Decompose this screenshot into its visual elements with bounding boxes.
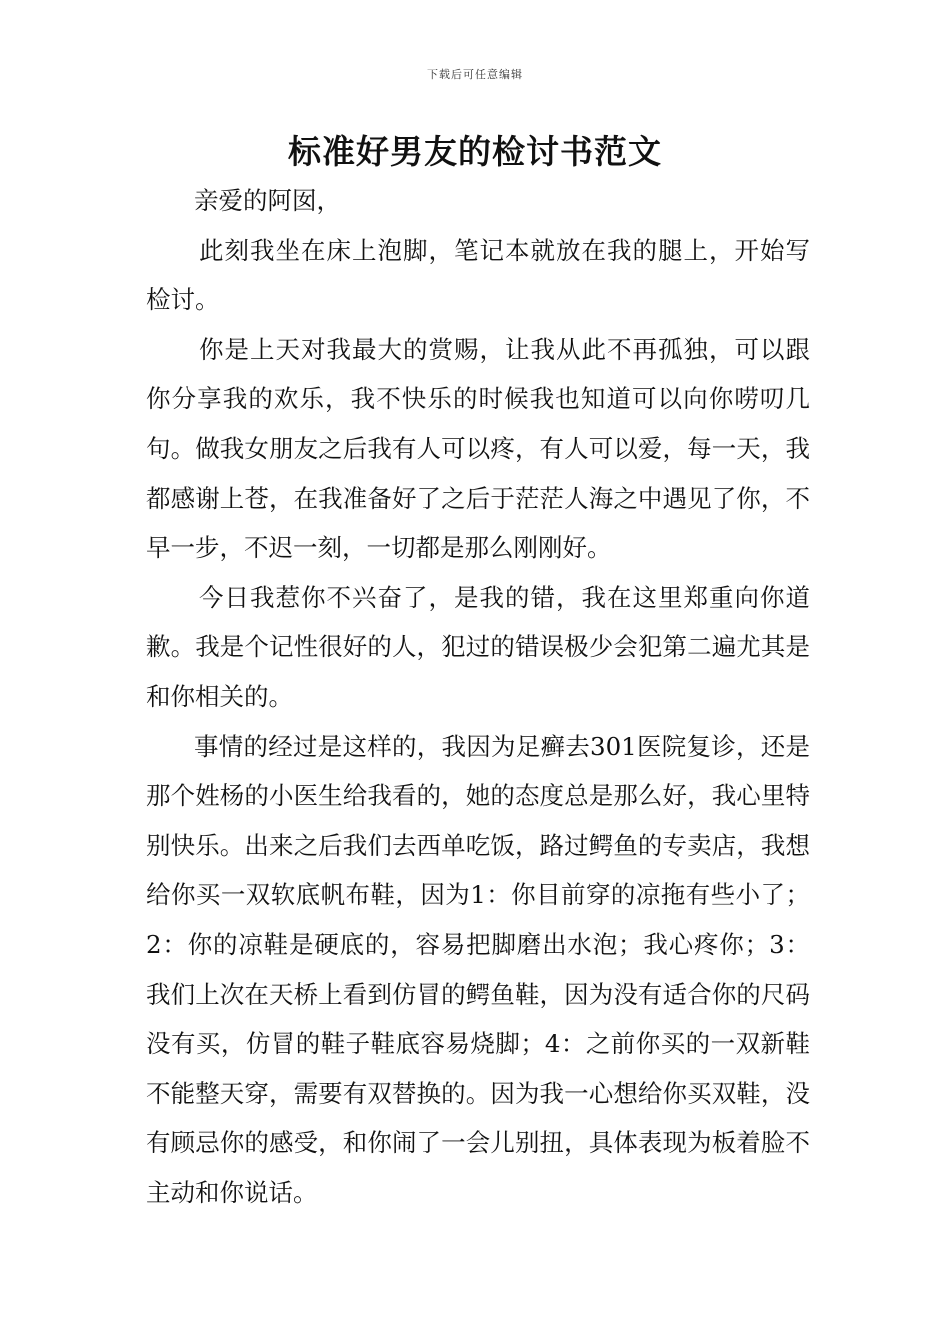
paragraph-3: 今日我惹你不兴奋了，是我的错，我在这里郑重向你道歉。我是个记性很好的人，犯过的错误极少会犯第二遍尤其是和你相关的。: [146, 582, 810, 711]
header-note: 下载后可任意编辑: [427, 68, 523, 81]
document-body: [146, 176, 810, 1217]
paragraph-2: 你是上天对我最大的赏赐，让我从此不再孤独，可以跟你分享我的欢乐，我不快乐的时候我也知道可以向你唠叨几句。做我女朋友之后我有人可以疼，有人可以爱，每一天，我都感谢上苍，在我准备好了之后于茫茫人海之中遇见了你，不早一步，不迟一刻，一切都是那么刚刚好。: [146, 334, 810, 563]
document-title: 标准好男友的检讨书范文: [288, 132, 662, 171]
paragraph-1: 此刻我坐在床上泡脚，笔记本就放在我的腿上，开始写检讨。: [146, 235, 810, 315]
paragraph-4: 事情的经过是这样的，我因为足癣去301医院复诊，还是那个姓杨的小医生给我看的，她的态度总是那么好，我心里特别快乐。出来之后我们去西单吃饭，路过鳄鱼的专卖店，我想给你买一双软底帆布鞋，因为1：你目前穿的凉拖有些小了；2：你的凉鞋是硬底的，容易把脚磨出水泡；我心疼你；3：我们上次在天桥上看到仿冒的鳄鱼鞋，因为没有适合你的尺码没有买，仿冒的鞋子鞋底容易烧脚；4：之前你买的一双新鞋不能整天穿，需要有双替换的。因为我一心想给你买双鞋，没有顾忌你的感受，和你闹了一会儿别扭，具体表现为板着脸不主动和你说话。: [146, 731, 810, 1207]
salutation: 亲爱的阿囡，: [194, 186, 341, 215]
